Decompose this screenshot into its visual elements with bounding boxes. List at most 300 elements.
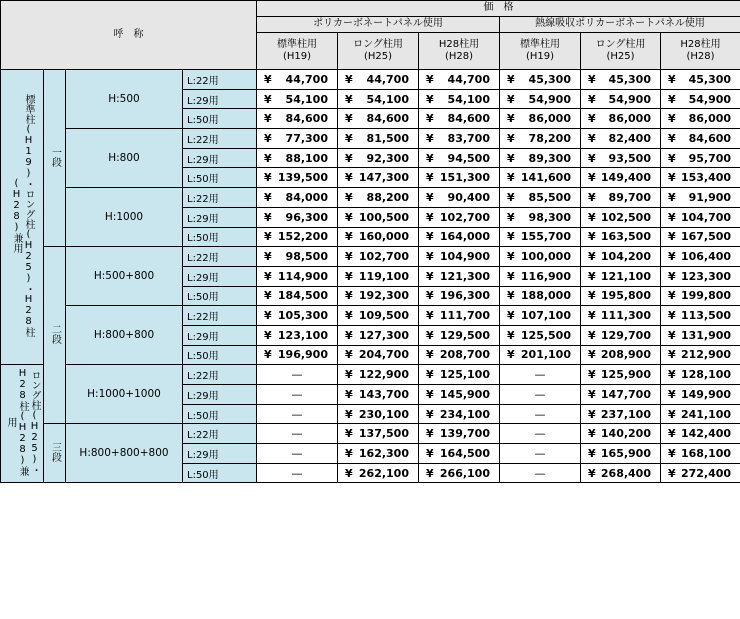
yen-symbol: ¥ [500,211,515,224]
yen-symbol: ¥ [257,329,272,342]
yen-symbol: ¥ [338,447,353,460]
price-cell [661,385,740,405]
price-cell [338,70,419,90]
length-label: L:22用 [183,306,257,326]
price-cell [581,365,661,385]
price-cell [338,365,419,385]
price-value: 160,000 [359,230,418,243]
length-label: L:50用 [183,227,257,247]
tier-label [44,247,66,424]
price-cell [661,129,740,149]
post-type-code: (H25) [338,51,418,64]
price-value: 81,500 [367,132,418,145]
price-value: 164,500 [440,447,499,460]
price-cell [419,266,500,286]
yen-symbol: ¥ [419,309,434,322]
price-value: 127,300 [359,329,418,342]
yen-symbol: ¥ [338,73,353,86]
price-cell [257,188,338,208]
yen-symbol: ¥ [581,447,596,460]
yen-symbol: ¥ [338,408,353,421]
price-value: 204,700 [359,348,418,361]
height-size-label: H:500+800 [66,247,183,306]
length-label: L:29用 [183,148,257,168]
price-cell [581,70,661,90]
price-cell [338,227,419,247]
post-type-name: 標準柱用 [500,39,580,52]
yen-symbol: ¥ [419,348,434,361]
tier-text: 三段 [49,442,61,462]
yen-symbol: ¥ [338,467,353,480]
price-value: 128,100 [681,368,740,381]
price-value: 84,000 [286,191,337,204]
height-size-label: H:800 [66,129,183,188]
price-cell [581,148,661,168]
yen-symbol: ¥ [419,388,434,401]
post-compat-group-label [1,365,44,483]
yen-symbol: ¥ [500,171,515,184]
yen-symbol: ¥ [500,112,515,125]
yen-symbol: ¥ [661,329,676,342]
yen-symbol: ¥ [661,152,676,165]
price-cell [581,444,661,464]
yen-symbol: ¥ [661,309,676,322]
yen-symbol: ¥ [338,152,353,165]
price-value: 145,900 [440,388,499,401]
price-value: 137,500 [359,427,418,440]
price-cell [661,306,740,326]
yen-symbol: ¥ [581,132,596,145]
price-cell [581,109,661,129]
price-value: 201,100 [521,348,580,361]
price-cell [661,365,740,385]
yen-symbol: ¥ [581,348,596,361]
price-value: 105,300 [278,309,337,322]
post-type-header [338,33,419,70]
price-cell [338,168,419,188]
price-cell [581,286,661,306]
post-type-name: 標準柱用 [257,39,337,52]
price-cell [581,89,661,109]
yen-symbol: ¥ [419,152,434,165]
price-value: 262,100 [359,467,418,480]
price-cell [338,89,419,109]
price-cell [419,365,500,385]
price-value: 139,500 [278,171,337,184]
post-type-header [581,33,661,70]
price-unavailable: — [500,385,581,405]
price-cell [419,188,500,208]
price-value: 44,700 [367,73,418,86]
price-cell [661,207,740,227]
price-cell [338,286,419,306]
length-label: L:50用 [183,345,257,365]
price-value: 149,400 [601,171,660,184]
price-cell [338,325,419,345]
price-value: 196,300 [440,289,499,302]
price-cell [338,207,419,227]
heat-panel-group-header: 熱線吸収ポリカーボネートパネル使用 [500,17,740,33]
price-cell [500,227,581,247]
price-value: 54,100 [286,93,337,106]
yen-symbol: ¥ [257,112,272,125]
yen-symbol: ¥ [661,112,676,125]
price-value: 86,000 [609,112,660,125]
price-value: 98,300 [529,211,580,224]
yen-symbol: ¥ [661,211,676,224]
yen-symbol: ¥ [661,93,676,106]
price-value: 141,600 [521,171,580,184]
price-value: 89,700 [609,191,660,204]
price-value: 109,500 [359,309,418,322]
yen-symbol: ¥ [661,388,676,401]
price-cell [581,463,661,483]
price-unavailable: — [500,424,581,444]
table-row [1,129,740,149]
yen-symbol: ¥ [419,93,434,106]
price-value: 86,000 [529,112,580,125]
yen-symbol: ¥ [338,427,353,440]
yen-symbol: ¥ [257,93,272,106]
name-header: 呼 称 [1,1,257,70]
price-cell [419,109,500,129]
post-type-code: (H28) [419,51,499,64]
price-value: 147,300 [359,171,418,184]
yen-symbol: ¥ [419,171,434,184]
price-cell [661,148,740,168]
price-cell [419,345,500,365]
price-value: 90,400 [448,191,499,204]
price-value: 45,300 [609,73,660,86]
price-value: 184,500 [278,289,337,302]
price-cell [257,207,338,227]
yen-symbol: ¥ [257,73,272,86]
price-cell [661,70,740,90]
yen-symbol: ¥ [661,250,676,263]
price-value: 139,700 [440,427,499,440]
price-value: 95,700 [689,152,740,165]
price-value: 167,500 [681,230,740,243]
yen-symbol: ¥ [581,152,596,165]
price-cell [338,266,419,286]
yen-symbol: ¥ [661,191,676,204]
price-value: 84,600 [286,112,337,125]
post-type-name: H28柱用 [661,39,740,52]
price-value: 84,600 [448,112,499,125]
price-value: 125,100 [440,368,499,381]
yen-symbol: ¥ [419,447,434,460]
yen-symbol: ¥ [661,289,676,302]
post-type-header [661,33,740,70]
price-value: 266,100 [440,467,499,480]
yen-symbol: ¥ [257,152,272,165]
price-value: 78,200 [529,132,580,145]
yen-symbol: ¥ [257,171,272,184]
length-label: L:50用 [183,404,257,424]
yen-symbol: ¥ [581,171,596,184]
table-row [1,365,740,385]
yen-symbol: ¥ [338,93,353,106]
price-value: 104,700 [681,211,740,224]
table-row [1,70,740,90]
price-cell [419,325,500,345]
price-cell [581,227,661,247]
yen-symbol: ¥ [500,230,515,243]
price-cell [419,404,500,424]
price-value: 230,100 [359,408,418,421]
price-value: 192,300 [359,289,418,302]
price-value: 92,300 [367,152,418,165]
post-type-header [257,33,338,70]
price-cell [500,207,581,227]
price-cell [500,89,581,109]
yen-symbol: ¥ [419,408,434,421]
yen-symbol: ¥ [661,73,676,86]
price-cell [661,444,740,464]
yen-symbol: ¥ [500,270,515,283]
yen-symbol: ¥ [500,309,515,322]
table-row [1,424,740,444]
post-type-header [419,33,500,70]
price-value: 54,100 [448,93,499,106]
price-cell [257,168,338,188]
price-value: 199,800 [681,289,740,302]
post-type-name: ロング柱用 [338,39,418,52]
yen-symbol: ¥ [581,93,596,106]
price-unavailable: — [500,444,581,464]
price-value: 140,200 [601,427,660,440]
length-label: L:29用 [183,385,257,405]
price-value: 102,700 [440,211,499,224]
price-cell [257,70,338,90]
price-cell [500,247,581,267]
price-value: 162,300 [359,447,418,460]
yen-symbol: ¥ [581,408,596,421]
price-value: 102,700 [359,250,418,263]
yen-symbol: ¥ [257,230,272,243]
price-value: 237,100 [601,408,660,421]
price-cell [338,247,419,267]
yen-symbol: ¥ [661,408,676,421]
price-cell [581,207,661,227]
yen-symbol: ¥ [500,289,515,302]
yen-symbol: ¥ [500,93,515,106]
yen-symbol: ¥ [257,270,272,283]
price-value: 86,000 [689,112,740,125]
price-value: 100,500 [359,211,418,224]
post-type-name: H28柱用 [419,39,499,52]
yen-symbol: ¥ [338,211,353,224]
post-compat-group-label [1,70,44,365]
yen-symbol: ¥ [661,132,676,145]
yen-symbol: ¥ [661,427,676,440]
length-label: L:29用 [183,207,257,227]
yen-symbol: ¥ [581,427,596,440]
price-cell [419,168,500,188]
price-cell [581,168,661,188]
price-cell [661,325,740,345]
price-value: 111,700 [440,309,499,322]
price-cell [500,345,581,365]
yen-symbol: ¥ [419,112,434,125]
yen-symbol: ¥ [500,152,515,165]
price-value: 91,900 [689,191,740,204]
price-cell [661,463,740,483]
price-value: 113,500 [681,309,740,322]
yen-symbol: ¥ [257,348,272,361]
yen-symbol: ¥ [419,427,434,440]
price-cell [257,129,338,149]
length-label: L:22用 [183,129,257,149]
price-value: 208,700 [440,348,499,361]
price-value: 123,100 [278,329,337,342]
yen-symbol: ¥ [419,132,434,145]
price-value: 104,200 [601,250,660,263]
yen-symbol: ¥ [338,171,353,184]
price-cell [581,188,661,208]
price-cell [500,70,581,90]
yen-symbol: ¥ [419,467,434,480]
price-cell [257,227,338,247]
height-size-label: H:1000 [66,188,183,247]
price-value: 123,300 [681,270,740,283]
length-label: L:50用 [183,109,257,129]
yen-symbol: ¥ [419,368,434,381]
price-value: 143,700 [359,388,418,401]
price-cell [661,286,740,306]
price-cell [661,345,740,365]
price-value: 77,300 [286,132,337,145]
price-cell [338,129,419,149]
yen-symbol: ¥ [500,329,515,342]
height-size-label: H:800+800+800 [66,424,183,483]
price-value: 149,900 [681,388,740,401]
yen-symbol: ¥ [661,348,676,361]
price-value: 106,400 [681,250,740,263]
price-value: 164,000 [440,230,499,243]
price-cell [338,444,419,464]
length-label: L:22用 [183,365,257,385]
tier-text: 二段 [49,324,61,344]
price-value: 234,100 [440,408,499,421]
price-value: 107,100 [521,309,580,322]
price-cell [581,129,661,149]
tier-text: 一段 [49,147,61,167]
post-compat-group-text: 標準柱(H19)・ロング柱(H25)・H28柱(H28)兼用 [10,69,34,363]
price-value: 111,300 [601,309,660,322]
price-cell [257,286,338,306]
yen-symbol: ¥ [419,329,434,342]
price-value: 153,400 [681,171,740,184]
price-cell [581,345,661,365]
price-cell [661,266,740,286]
table-row [1,306,740,326]
price-cell [257,247,338,267]
length-label: L:22用 [183,188,257,208]
price-unavailable: — [500,404,581,424]
price-cell [338,306,419,326]
yen-symbol: ¥ [257,309,272,322]
price-cell [661,227,740,247]
price-cell [338,424,419,444]
yen-symbol: ¥ [500,348,515,361]
yen-symbol: ¥ [581,112,596,125]
price-cell [257,109,338,129]
yen-symbol: ¥ [500,132,515,145]
price-value: 82,400 [609,132,660,145]
tier-label [44,424,66,483]
price-cell [338,463,419,483]
yen-symbol: ¥ [338,289,353,302]
yen-symbol: ¥ [661,447,676,460]
price-cell [500,129,581,149]
height-size-label: H:800+800 [66,306,183,365]
price-cell [661,247,740,267]
price-cell [500,148,581,168]
yen-symbol: ¥ [581,329,596,342]
yen-symbol: ¥ [257,211,272,224]
price-cell [500,266,581,286]
length-label: L:22用 [183,70,257,90]
price-value: 241,100 [681,408,740,421]
price-value: 163,500 [601,230,660,243]
price-cell [500,188,581,208]
price-value: 45,300 [689,73,740,86]
price-cell [338,385,419,405]
price-cell [257,345,338,365]
price-cell [338,404,419,424]
price-value: 84,600 [367,112,418,125]
price-cell [419,247,500,267]
price-cell [338,148,419,168]
price-value: 188,000 [521,289,580,302]
price-cell [500,306,581,326]
post-type-code: (H28) [661,51,740,64]
yen-symbol: ¥ [419,211,434,224]
yen-symbol: ¥ [257,132,272,145]
price-value: 100,000 [521,250,580,263]
length-label: L:22用 [183,247,257,267]
yen-symbol: ¥ [338,388,353,401]
length-label: L:50用 [183,168,257,188]
price-value: 129,700 [601,329,660,342]
tier-label [44,70,66,247]
yen-symbol: ¥ [661,467,676,480]
yen-symbol: ¥ [338,270,353,283]
price-value: 116,900 [521,270,580,283]
yen-symbol: ¥ [581,250,596,263]
price-cell [500,168,581,188]
post-type-name: ロング柱用 [581,39,660,52]
yen-symbol: ¥ [338,348,353,361]
price-cell [661,168,740,188]
price-value: 147,700 [601,388,660,401]
yen-symbol: ¥ [661,230,676,243]
length-label: L:50用 [183,286,257,306]
price-value: 54,900 [529,93,580,106]
price-value: 165,900 [601,447,660,460]
yen-symbol: ¥ [338,191,353,204]
price-unavailable: — [257,463,338,483]
table-row [1,247,740,267]
post-compat-group-text: ロング柱(H25)・H28柱(H28)兼用 [4,364,40,481]
price-cell [419,70,500,90]
price-cell [661,109,740,129]
yen-symbol: ¥ [257,289,272,302]
price-cell [500,109,581,129]
height-size-label: H:500 [66,70,183,129]
price-value: 121,100 [601,270,660,283]
